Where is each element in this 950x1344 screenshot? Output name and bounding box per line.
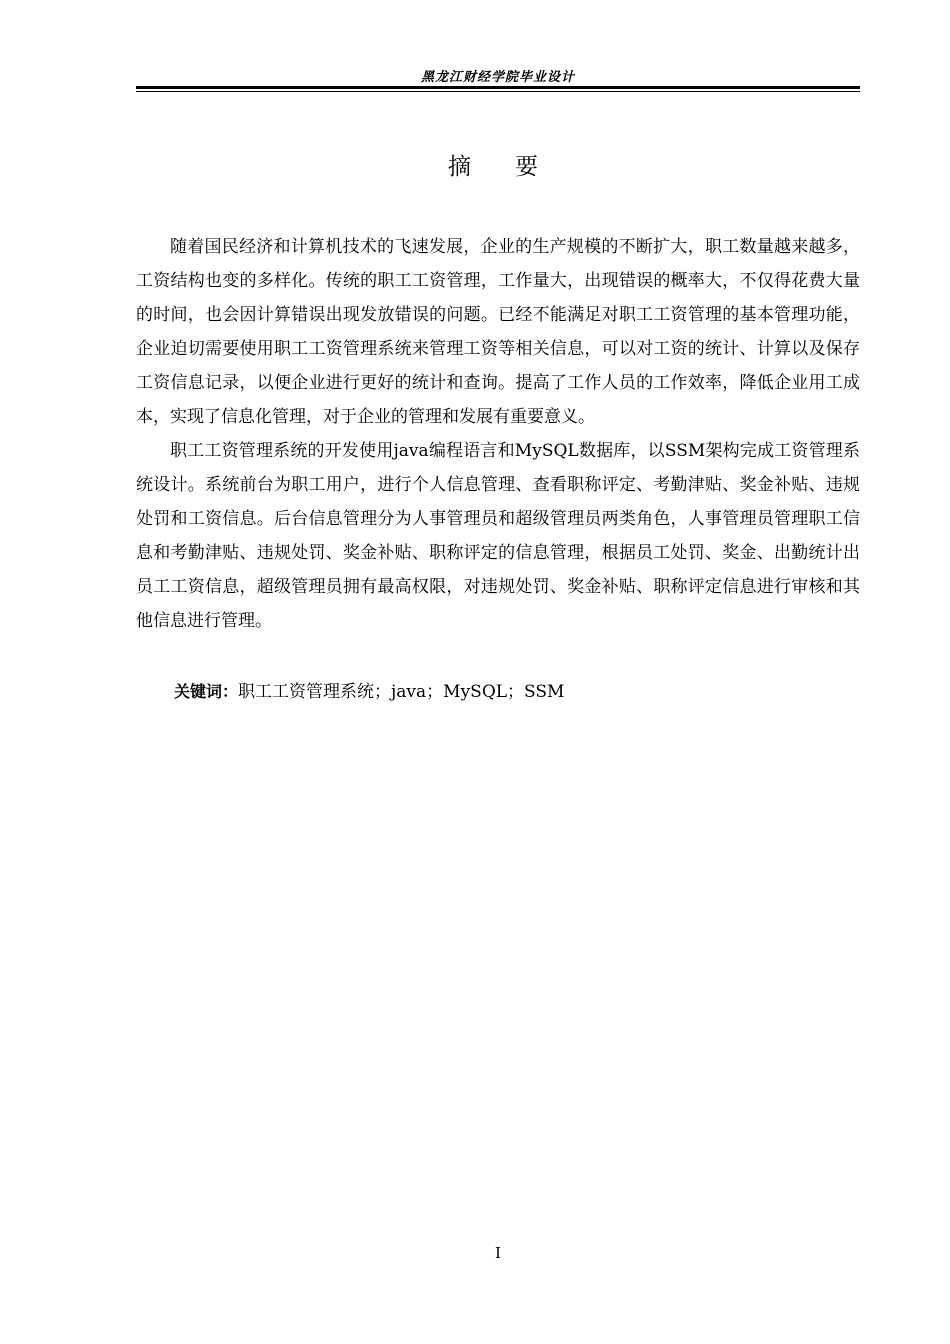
abstract-title <box>136 148 860 181</box>
abstract-title-left: 摘 <box>448 154 481 180</box>
keywords-label: 关键词： <box>174 682 239 701</box>
abstract-title-right: 要 <box>515 154 548 180</box>
header-rule-thin <box>136 91 860 92</box>
abstract-paragraph-1: 随着国民经济和计算机技术的飞速发展，企业的生产规模的不断扩大，职工数量越来越多，工资结构也变的多样化。传统的职工工资管理，工作量大，出现错误的概率大，不仅得花费大量的时间，也会因计算错误出现发放错误的问题。已经不能满足对职工工资管理的基本管理功能，企业迫切需要使用职工工资管理系统来管理工资等相关信息，可以对工资的统计、计算以及保存工资信息记录，以便企业进行更好的统计和查询。提高了工作人员的工作效率，降低企业用工成本，实现了信息化管理，对于企业的管理和发展有重要意义。 <box>136 237 860 427</box>
page-header: 黑龙江财经学院毕业设计 <box>420 70 575 85</box>
keywords-value: 职工工资管理系统；java；MySQL；SSM <box>238 682 565 702</box>
keywords-line <box>174 678 564 706</box>
header-rule-thick <box>136 86 860 89</box>
page-number: I <box>495 1244 501 1262</box>
abstract-body <box>136 230 860 638</box>
abstract-paragraph-2: 职工工资管理系统的开发使用java编程语言和MySQL数据库，以SSM架构完成工资管理系统设计。系统前台为职工用户，进行个人信息管理、查看职称评定、考勤津贴、奖金补贴、违规处罚和工资信息。后台信息管理分为人事管理员和超级管理员两类角色，人事管理员管理职工信息和考勤津贴、违规处罚、奖金补贴、职称评定的信息管理，根据员工处罚、奖金、出勤统计出员工工资信息，超级管理员拥有最高权限，对违规处罚、奖金补贴、职称评定信息进行审核和其他信息进行管理。 <box>136 441 860 631</box>
